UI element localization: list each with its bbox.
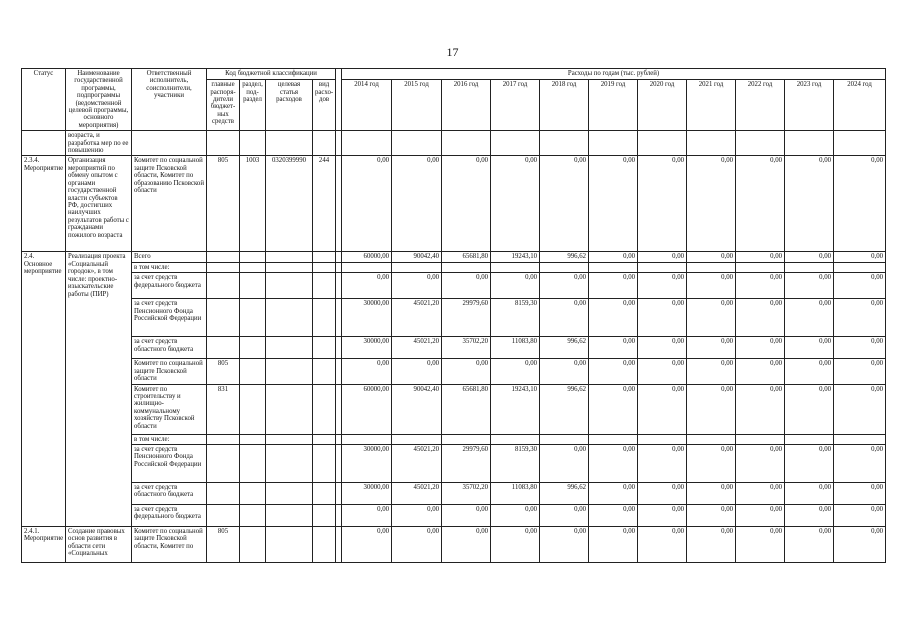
empty-cell: [240, 504, 266, 526]
value-cell: 0,00: [589, 337, 638, 359]
row-24-item: [22, 444, 886, 482]
executor-cell: Комитет по социальной защите Псковской области: [132, 359, 207, 384]
value-cell: 45021,20: [392, 337, 442, 359]
empty-cell: [266, 384, 313, 434]
empty-cell: [240, 482, 266, 504]
value-cell: 19243,10: [491, 384, 540, 434]
value-cell: 30000,00: [342, 444, 392, 482]
value-cell: [785, 434, 834, 444]
value-cell: 0,00: [540, 526, 589, 562]
empty-cell: [266, 273, 313, 299]
empty-cell: [266, 526, 313, 562]
header-csr: целевая статья расходов: [266, 80, 313, 131]
value-cell: 0,00: [736, 337, 785, 359]
value-cell: 0,00: [785, 444, 834, 482]
row-234: [22, 156, 886, 252]
empty-cell: [240, 337, 266, 359]
value-cell: 0,00: [540, 444, 589, 482]
value-cell: [687, 434, 736, 444]
row-24-item: [22, 262, 886, 272]
value-cell: 0,00: [785, 526, 834, 562]
grbs-cell: [207, 299, 240, 337]
value-cell: 0,00: [540, 359, 589, 384]
value-cell: 0,00: [392, 504, 442, 526]
value-cell: 0,00: [392, 273, 442, 299]
executor-cell: за счет средств областного бюджета: [132, 337, 207, 359]
value-cell: 0,00: [687, 359, 736, 384]
value-cell: [638, 434, 687, 444]
value-cell: 996,62: [540, 252, 589, 262]
value-cell: 0,00: [392, 526, 442, 562]
value-cell: 0,00: [736, 299, 785, 337]
value-cell: 0,00: [491, 359, 540, 384]
empty-cell: [240, 434, 266, 444]
value-cell: 0,00: [442, 359, 491, 384]
cell: [22, 131, 66, 156]
row-241: [22, 526, 886, 562]
value-cell: 0,00: [785, 299, 834, 337]
grbs-cell: [207, 434, 240, 444]
value-cell: 0,00: [491, 504, 540, 526]
value-cell: 0,00: [342, 273, 392, 299]
value-cell: 8159,30: [491, 444, 540, 482]
value-cell: [442, 262, 491, 272]
value-cell: 0,00: [638, 444, 687, 482]
executor-cell: в том числе:: [132, 434, 207, 444]
row-24-item: [22, 337, 886, 359]
value-cell: 0,00: [392, 156, 442, 252]
value-cell: 0,00: [589, 156, 638, 252]
value-cell: 0,00: [687, 482, 736, 504]
value-cell: 0,00: [834, 273, 886, 299]
value-cell: 0,00: [540, 504, 589, 526]
value-cell: 0,00: [736, 273, 785, 299]
value-cell: [442, 434, 491, 444]
header-year: 2021 год: [687, 80, 736, 131]
value-cell: [736, 262, 785, 272]
empty-cell: [313, 273, 336, 299]
value-cell: 11083,80: [491, 482, 540, 504]
header-year: 2015 год: [392, 80, 442, 131]
header-year: 2014 год: [342, 80, 392, 131]
value-cell: [491, 434, 540, 444]
value-cell: [392, 262, 442, 272]
value-cell: 0,00: [589, 252, 638, 262]
value-cell: 0,00: [785, 252, 834, 262]
value-cell: 0,00: [589, 504, 638, 526]
empty-cell: [240, 299, 266, 337]
value-cell: 45021,20: [392, 444, 442, 482]
value-cell: 0,00: [638, 299, 687, 337]
empty-cell: [266, 482, 313, 504]
value-cell: [589, 434, 638, 444]
empty-cell: [313, 252, 336, 262]
header-year: 2016 год: [442, 80, 491, 131]
empty-cell: [240, 526, 266, 562]
status-241: 2.4.1. Мероприятие: [22, 526, 66, 562]
value-cell: 0,00: [834, 444, 886, 482]
grbs-cell: [207, 262, 240, 272]
value-cell: [491, 262, 540, 272]
value-cell: 996,62: [540, 384, 589, 434]
value-cell: 0,00: [540, 299, 589, 337]
name-24: Реализация проекта «Социальный городок», в том числе: проектно-изыскательские работы (ПИР): [66, 252, 132, 526]
empty-cell: [266, 252, 313, 262]
value-cell: 8159,30: [491, 299, 540, 337]
empty-cell: [313, 434, 336, 444]
value-cell: 0,00: [834, 337, 886, 359]
value-cell: 0,00: [342, 526, 392, 562]
value-cell: [687, 262, 736, 272]
value-cell: 0,00: [834, 359, 886, 384]
executor-cell: за счет средств Пенсионного Фонда Российской Федерации: [132, 444, 207, 482]
value-cell: 0,00: [687, 156, 736, 252]
header-year: 2020 год: [638, 80, 687, 131]
executor-cell: за счет средств областного бюджета: [132, 482, 207, 504]
value-cell: 0,00: [442, 273, 491, 299]
grbs-cell: [207, 252, 240, 262]
row-24-item: [22, 504, 886, 526]
value-cell: 0,00: [834, 252, 886, 262]
executor-cell: Всего: [132, 252, 207, 262]
empty-cell: [266, 359, 313, 384]
header-year: 2019 год: [589, 80, 638, 131]
value-cell: 0,00: [687, 526, 736, 562]
value-cell: 0,00: [785, 384, 834, 434]
header-grbs: главные распоря-дители бюджет-ных средств: [207, 80, 240, 131]
executor-cell: за счет средств федерального бюджета: [132, 504, 207, 526]
grbs-cell: [207, 273, 240, 299]
value-cell: 0,00: [736, 359, 785, 384]
value-cell: 0,00: [342, 504, 392, 526]
header-year: 2023 год: [785, 80, 834, 131]
row-24-item: [22, 299, 886, 337]
empty-cell: [240, 359, 266, 384]
grbs-241: 805: [207, 526, 240, 562]
grbs-cell: [207, 444, 240, 482]
empty-cell: [240, 273, 266, 299]
value-cell: 45021,20: [392, 299, 442, 337]
empty-cell: [313, 504, 336, 526]
value-cell: 0,00: [589, 526, 638, 562]
executor-cell: за счет средств федерального бюджета: [132, 273, 207, 299]
value-cell: 0,00: [834, 526, 886, 562]
value-cell: 65681,80: [442, 384, 491, 434]
value-cell: [736, 434, 785, 444]
value-cell: 0,00: [442, 504, 491, 526]
value-cell: 0,00: [687, 444, 736, 482]
value-cell: 0,00: [687, 384, 736, 434]
value-cell: 0,00: [589, 482, 638, 504]
value-cell: 0,00: [638, 359, 687, 384]
header-year: 2018 год: [540, 80, 589, 131]
value-cell: 0,00: [785, 504, 834, 526]
value-cell: 0,00: [638, 384, 687, 434]
name-241: Создание правовых основ развития в области сети «Социальных: [66, 526, 132, 562]
empty-cell: [313, 526, 336, 562]
value-cell: [342, 262, 392, 272]
grbs-cell: 831: [207, 384, 240, 434]
value-cell: 35702,20: [442, 482, 491, 504]
header-expenses: Расходы по годам (тыс. рублей): [342, 69, 886, 80]
value-cell: 29979,60: [442, 444, 491, 482]
vr-234: 244: [313, 156, 336, 252]
header-executor: Ответственный исполнитель, соисполнители, участники: [132, 69, 207, 131]
value-cell: 65681,80: [442, 252, 491, 262]
value-cell: 0,00: [834, 384, 886, 434]
empty-cell: [313, 262, 336, 272]
grbs-cell: [207, 337, 240, 359]
empty-cell: [240, 444, 266, 482]
value-cell: 0,00: [638, 482, 687, 504]
value-cell: 0,00: [638, 337, 687, 359]
page-number: 17: [446, 45, 459, 59]
value-cell: [589, 262, 638, 272]
empty-cell: [240, 252, 266, 262]
value-cell: 0,00: [342, 359, 392, 384]
value-cell: 0,00: [540, 156, 589, 252]
value-cell: 29979,60: [442, 299, 491, 337]
value-cell: 0,00: [589, 444, 638, 482]
executor-cell: за счет средств Пенсионного Фонда Российской Федерации: [132, 299, 207, 337]
value-cell: [785, 262, 834, 272]
value-cell: 30000,00: [342, 482, 392, 504]
executor-241: Комитет по социальной защите Псковской области, Комитет по: [132, 526, 207, 562]
continuation-text: возраста, и разработка мер по ее повышению: [66, 131, 132, 156]
row-24-item: [22, 384, 886, 434]
value-cell: 0,00: [785, 359, 834, 384]
row-24-item: [22, 252, 886, 262]
header-budget-code: Код бюджетной классификации: [207, 69, 336, 80]
value-cell: 0,00: [589, 273, 638, 299]
value-cell: 0,00: [589, 299, 638, 337]
value-cell: 0,00: [736, 252, 785, 262]
value-cell: 0,00: [785, 156, 834, 252]
empty-cell: [266, 337, 313, 359]
value-cell: 90042,40: [392, 252, 442, 262]
value-cell: [638, 262, 687, 272]
row-24-item: [22, 482, 886, 504]
row-24-item: [22, 359, 886, 384]
executor-cell: Комитет по строительству и жилищно-коммунальному хозяйству Псковской области: [132, 384, 207, 434]
value-cell: 0,00: [638, 156, 687, 252]
value-cell: 0,00: [687, 273, 736, 299]
empty-cell: [313, 359, 336, 384]
empty-cell: [313, 337, 336, 359]
value-cell: 0,00: [736, 482, 785, 504]
value-cell: [540, 262, 589, 272]
value-cell: 0,00: [540, 273, 589, 299]
value-cell: 60000,00: [342, 384, 392, 434]
value-cell: 0,00: [342, 156, 392, 252]
value-cell: 0,00: [736, 504, 785, 526]
value-cell: 0,00: [687, 252, 736, 262]
continuation-row: [22, 131, 886, 156]
empty-cell: [240, 384, 266, 434]
empty-cell: [313, 482, 336, 504]
value-cell: 0,00: [834, 482, 886, 504]
grbs-cell: 805: [207, 359, 240, 384]
value-cell: 0,00: [785, 482, 834, 504]
row-24-item: [22, 273, 886, 299]
executor-cell: в том числе:: [132, 262, 207, 272]
value-cell: 0,00: [687, 299, 736, 337]
value-cell: 11083,80: [491, 337, 540, 359]
budget-table: [21, 68, 886, 563]
value-cell: 0,00: [687, 337, 736, 359]
csr-234: 0320399990: [266, 156, 313, 252]
header-name: Наименование государственной программы, подпрограммы (ведомственной целевой программы, основного мероприятия): [66, 69, 132, 131]
value-cell: 0,00: [638, 252, 687, 262]
value-cell: [342, 434, 392, 444]
value-cell: 996,62: [540, 482, 589, 504]
value-cell: 0,00: [736, 384, 785, 434]
value-cell: 0,00: [785, 337, 834, 359]
empty-cell: [240, 262, 266, 272]
value-cell: 0,00: [834, 504, 886, 526]
header-year: 2022 год: [736, 80, 785, 131]
grbs-cell: [207, 482, 240, 504]
value-cell: 60000,00: [342, 252, 392, 262]
empty-cell: [313, 384, 336, 434]
empty-cell: [266, 299, 313, 337]
status-234: 2.3.4. Мероприятие: [22, 156, 66, 252]
row-24-item: [22, 434, 886, 444]
grbs-cell: [207, 504, 240, 526]
razdel-234: 1003: [240, 156, 266, 252]
empty-cell: [313, 299, 336, 337]
status-24: 2.4. Основное мероприятие: [22, 252, 66, 526]
empty-cell: [266, 262, 313, 272]
header-year: 2024 год: [834, 80, 886, 131]
empty-cell: [266, 444, 313, 482]
executor-234: Комитет по социальной защите Псковской области, Комитет по образованию Псковской области: [132, 156, 207, 252]
header-status: Статус: [22, 69, 66, 131]
value-cell: 30000,00: [342, 299, 392, 337]
value-cell: 90042,40: [392, 384, 442, 434]
value-cell: 0,00: [834, 299, 886, 337]
value-cell: 0,00: [638, 273, 687, 299]
empty-cell: [266, 504, 313, 526]
header-year: 2017 год: [491, 80, 540, 131]
value-cell: 0,00: [687, 504, 736, 526]
value-cell: 0,00: [785, 273, 834, 299]
value-cell: 0,00: [736, 156, 785, 252]
value-cell: 0,00: [442, 156, 491, 252]
header-razdel: раздел, под-раздел: [240, 80, 266, 131]
value-cell: [834, 262, 886, 272]
value-cell: 0,00: [491, 156, 540, 252]
value-cell: 0,00: [638, 504, 687, 526]
value-cell: 0,00: [589, 384, 638, 434]
value-cell: [834, 434, 886, 444]
value-cell: 0,00: [736, 526, 785, 562]
value-cell: 30000,00: [342, 337, 392, 359]
name-234: Организация мероприятий по обмену опытом с органами государственной власти субъектов РФ, достигших наилучших результатов работы с гражданами пожилого возраста: [66, 156, 132, 252]
value-cell: 996,62: [540, 337, 589, 359]
value-cell: [392, 434, 442, 444]
value-cell: 0,00: [736, 444, 785, 482]
value-cell: 0,00: [638, 526, 687, 562]
value-cell: 45021,20: [392, 482, 442, 504]
header-vr: вид расхо-дов: [313, 80, 336, 131]
value-cell: [540, 434, 589, 444]
grbs-234: 805: [207, 156, 240, 252]
value-cell: 0,00: [491, 273, 540, 299]
value-cell: 0,00: [834, 156, 886, 252]
empty-cell: [313, 444, 336, 482]
empty-cell: [266, 434, 313, 444]
value-cell: 0,00: [491, 526, 540, 562]
value-cell: 0,00: [442, 526, 491, 562]
value-cell: 35702,20: [442, 337, 491, 359]
value-cell: 0,00: [589, 359, 638, 384]
value-cell: 0,00: [392, 359, 442, 384]
value-cell: 19243,10: [491, 252, 540, 262]
